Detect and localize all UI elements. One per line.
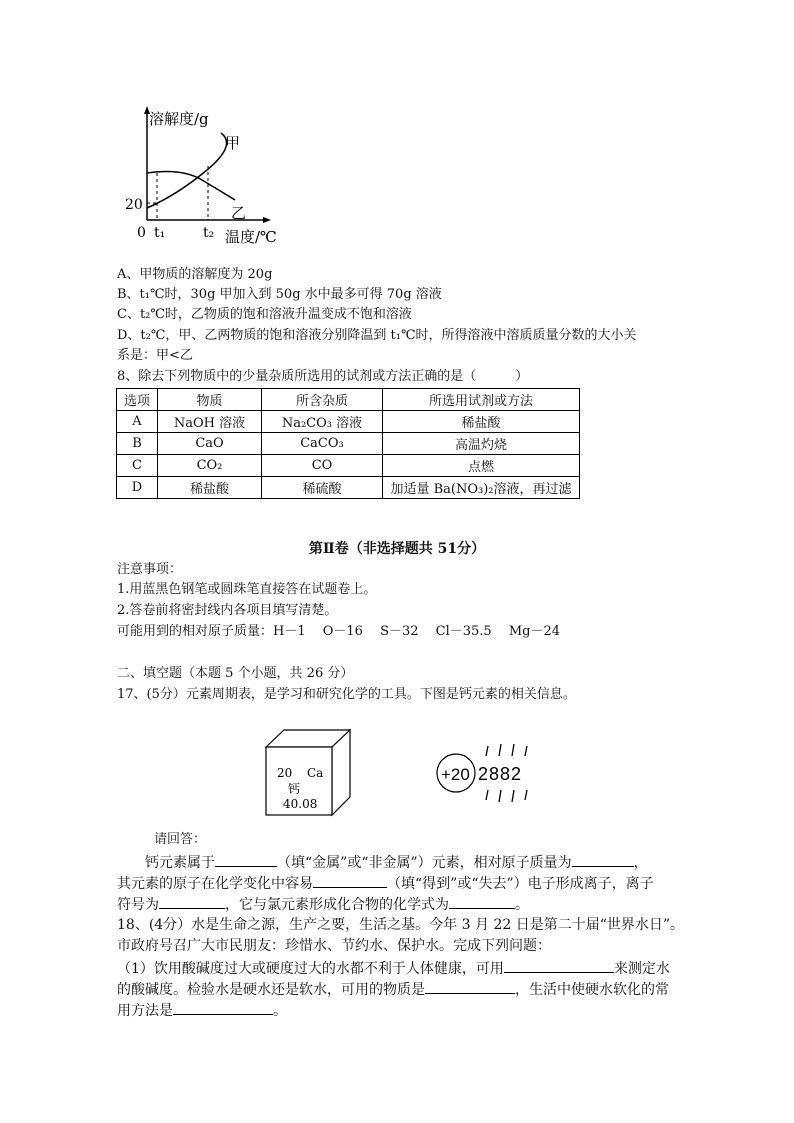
- q17-line-3-text: 符号为: [117, 897, 159, 913]
- solubility-chart: [117, 100, 297, 250]
- atomic-mass-line: 可能用到的相对原子质量：H－1 O－16 S－32 Cl－35.5 Mg－24: [117, 624, 561, 639]
- notes-title: 注意事项：: [117, 562, 183, 577]
- y-tick-20: 20: [125, 197, 143, 213]
- table-row: [117, 455, 580, 477]
- q18-line-5-text-b: 。: [273, 1003, 287, 1019]
- q7-option-d-cont: 系是：甲<乙: [117, 348, 193, 363]
- table-cell: 稀盐酸: [383, 411, 580, 433]
- answer-blank-mass[interactable]: [572, 852, 634, 867]
- answer-blank-formula[interactable]: [449, 894, 515, 909]
- q17-stem: 17、(5分）元素周期表，是学习和研究化学的工具。下图是钙元素的相关信息。: [117, 687, 576, 702]
- table-header: 选项: [117, 389, 158, 411]
- table-cell: 高温灼烧: [383, 433, 580, 455]
- section-heading: 二、填空题（本题 5 个小题，共 26 分）: [117, 666, 354, 681]
- q18-line-5-text: 用方法是: [117, 1003, 173, 1019]
- table-cell: A: [117, 411, 158, 433]
- q18-line-2: 市政府号召广大市民朋友：珍惜水、节约水、保护水。完成下列问题：: [117, 938, 551, 954]
- answer-blank-hard-water-test[interactable]: [425, 979, 515, 994]
- q18-line-4-text-b: ，生活中使硬水软化的常: [515, 982, 669, 998]
- q8-stem: 8、除去下列物质中的少量杂质所选用的试剂或方法正确的是（ ）: [117, 369, 529, 384]
- note-2: 2.答卷前将密封线内各项目填写清楚。: [117, 603, 338, 618]
- q18-line-3-text-b: 来测定水: [613, 961, 670, 977]
- table-cell: D: [117, 477, 158, 499]
- q18-line-4-text: 的酸碱度。检验水是硬水还是软水，可用的物质是: [117, 982, 425, 998]
- table-cell: C: [117, 455, 158, 477]
- table-row: [117, 433, 580, 455]
- atom-structure-diagram: [436, 742, 546, 804]
- q18-line-5: [117, 1000, 287, 1021]
- element-symbol: Ca: [307, 766, 324, 780]
- x-tick-t1: t₁: [154, 225, 166, 241]
- q17-line-1-text: 钙元素属于: [145, 855, 215, 871]
- q8-table: [116, 388, 580, 499]
- table-cell: B: [117, 433, 158, 455]
- q18-line-3-text: （1）饮用酸碱度过大或硬度过大的水都不利于人体健康，可用: [117, 961, 504, 977]
- q17-line-1-text-c: ，: [633, 855, 648, 871]
- x-axis-label: 温度/℃: [225, 228, 277, 246]
- table-header: 所含杂质: [262, 389, 383, 411]
- answer-blank-soften-method[interactable]: [173, 1000, 273, 1015]
- nucleus-charge: +20: [441, 765, 470, 784]
- shell-arcs-top: [486, 744, 527, 756]
- x-tick-t2: t₂: [203, 225, 215, 241]
- element-tile: [262, 727, 354, 819]
- q17-line-2-text: 其元素的原子在化学变化中容易: [117, 876, 313, 892]
- q17-line-3-text-c: 。: [515, 897, 529, 913]
- q7-option-d: D、t₂℃，甲、乙两物质的饱和溶液分别降温到 t₁℃时，所得溶液中溶质质量分数的大小关: [117, 328, 637, 343]
- y-axis-label: 溶解度/g: [149, 110, 209, 128]
- table-header: 物质: [158, 389, 262, 411]
- curve-jia-label: 甲: [225, 134, 241, 152]
- table-cell: 稀硫酸: [262, 477, 383, 499]
- q7-option-c: C、t₂℃时，乙物质的饱和溶液升温变成不饱和溶液: [117, 307, 412, 322]
- table-cell: 稀盐酸: [158, 477, 262, 499]
- curve-yi-label: 乙: [231, 204, 247, 222]
- electron-shells: 2882: [478, 764, 523, 784]
- element-name: 钙: [288, 782, 301, 796]
- q17-prompt: 请回答：: [154, 832, 207, 847]
- table-cell: 点燃: [383, 455, 580, 477]
- q17-line-3: [117, 894, 529, 915]
- q18-line-1: 18、(4分）水是生命之源，生产之要，生活之基。今年 3 月 22 日是第二十届“世界水日”。: [117, 917, 685, 933]
- table-cell: Na₂CO₃ 溶液: [262, 411, 383, 433]
- q18-line-3: [117, 958, 670, 979]
- table-cell: 加适量 Ba(NO₃)₂溶液，再过滤: [383, 477, 580, 499]
- shell-arcs-bottom: [486, 790, 527, 802]
- table-cell: CaO: [158, 433, 262, 455]
- table-header-row: [117, 389, 580, 411]
- atomic-number: 20: [277, 766, 293, 780]
- table-row: [117, 477, 580, 499]
- table-cell: CO: [262, 455, 383, 477]
- q18-line-4: [117, 979, 669, 1000]
- x-axis-arrow-icon: [263, 217, 271, 223]
- q7-option-a: A、甲物质的溶解度为 20g: [117, 267, 273, 282]
- q7-option-b: B、t₁℃时，30g 甲加入到 50g 水中最多可得 70g 溶液: [117, 287, 442, 302]
- q17-line-2: [117, 873, 654, 894]
- atomic-mass: 40.08: [283, 797, 318, 811]
- table-header: 所选用试剂或方法: [383, 389, 580, 411]
- q17-line-1: [145, 852, 648, 873]
- curve-jia: [147, 133, 227, 208]
- answer-blank-ph[interactable]: [504, 958, 614, 973]
- q17-line-1-text-b: （填“金属”或“非金属”）元素，相对原子质量为: [277, 855, 572, 871]
- note-1: 1.用蓝黑色钢笔或圆珠笔直接答在试题卷上。: [117, 582, 377, 597]
- table-cell: CaCO₃: [262, 433, 383, 455]
- answer-blank-electron[interactable]: [313, 873, 387, 888]
- table-cell: CO₂: [158, 455, 262, 477]
- origin-label: 0: [137, 225, 146, 241]
- answer-blank-ion-symbol[interactable]: [159, 894, 225, 909]
- table-cell: NaOH 溶液: [158, 411, 262, 433]
- answer-blank-category[interactable]: [215, 852, 277, 867]
- q17-line-3-text-b: ，它与氯元素形成化合物的化学式为: [225, 897, 449, 913]
- table-row: [117, 411, 580, 433]
- part2-title: 第Ⅱ卷（非选择题共 51分）: [308, 541, 486, 557]
- q17-line-2-text-b: （填“得到”或“失去”）电子形成离子，离子: [387, 876, 654, 892]
- curve-yi: [147, 172, 235, 200]
